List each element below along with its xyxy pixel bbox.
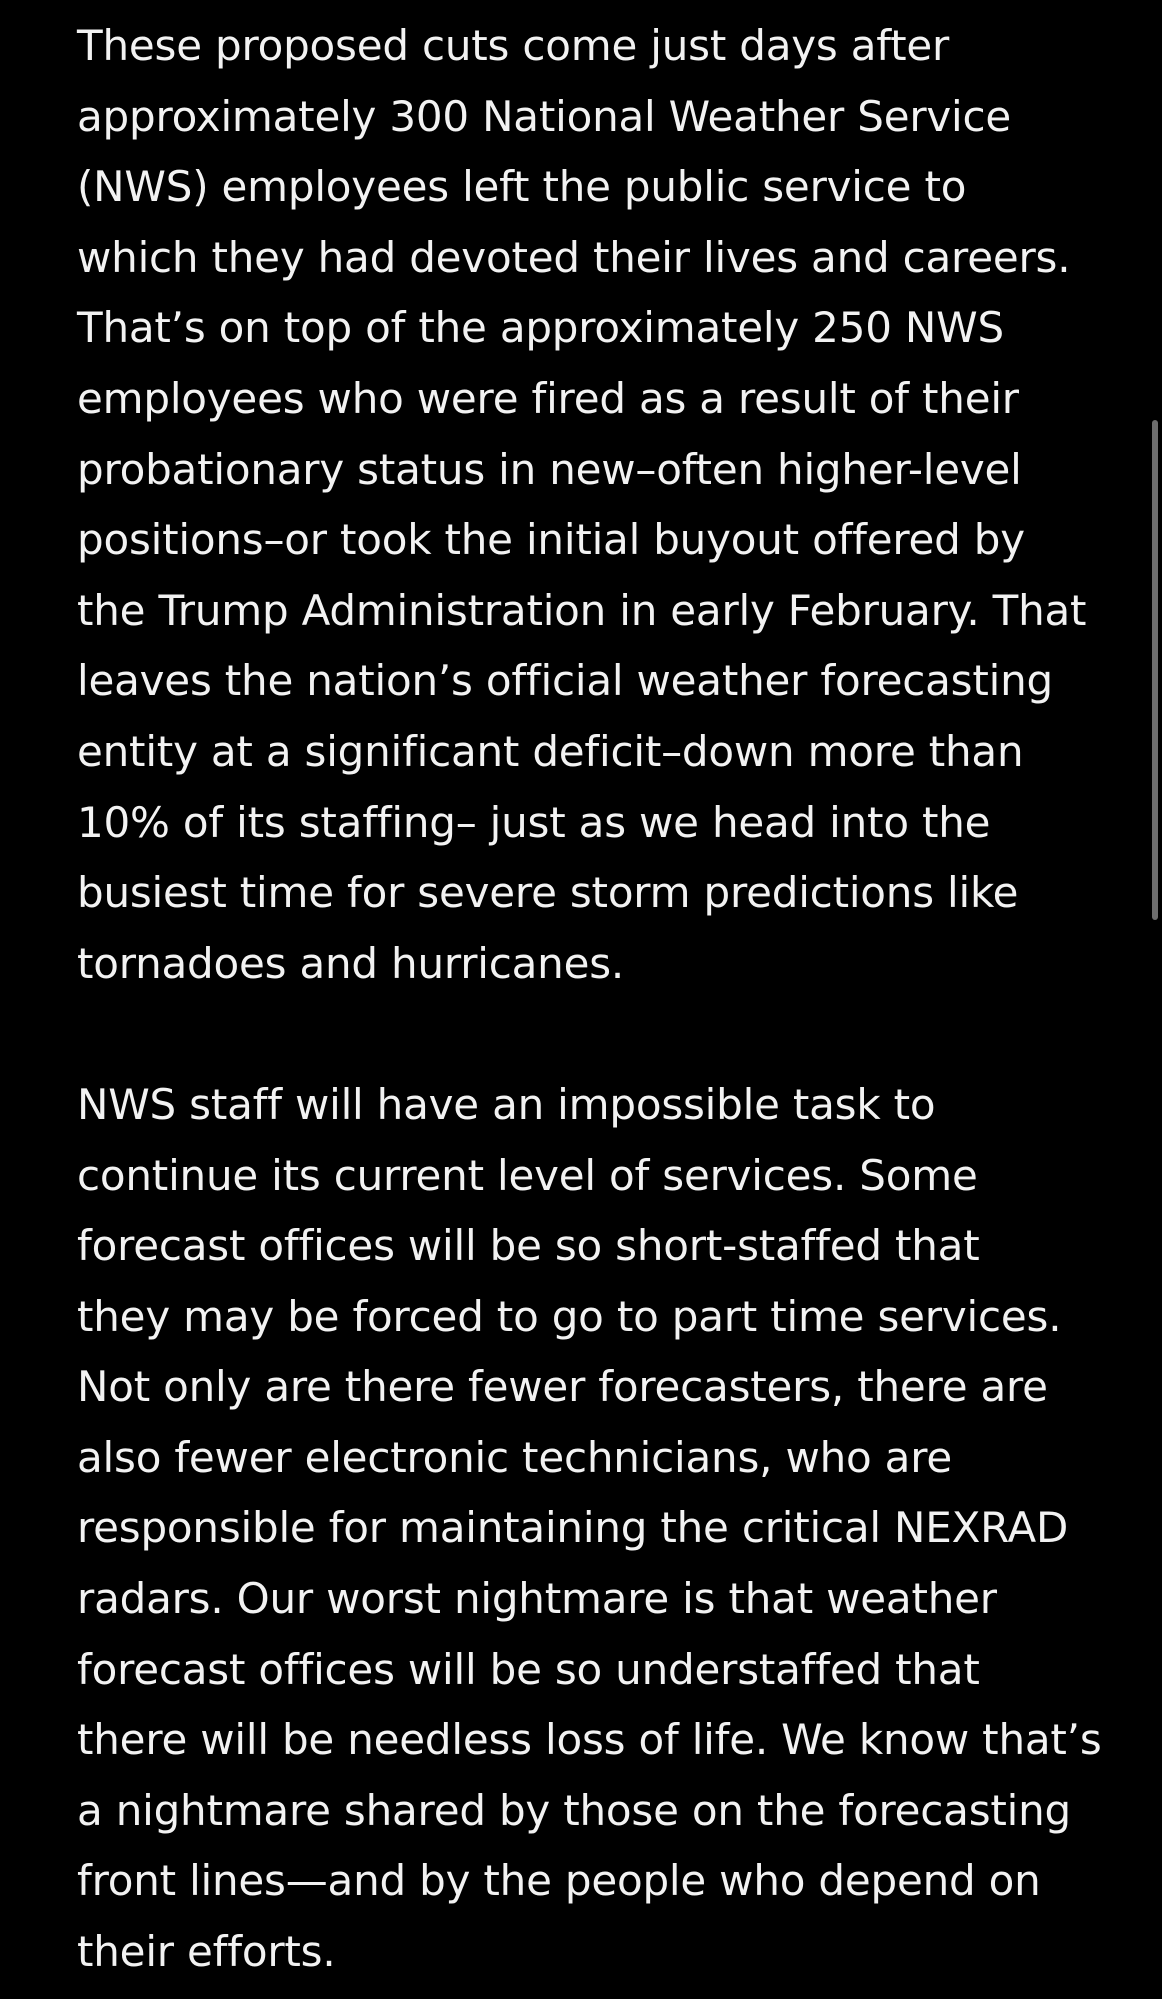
text-line: the Trump Administration in early February. That — [77, 585, 1087, 635]
text-line: leaves the nation’s official weather forecasting — [77, 656, 1053, 706]
text-line: forecast offices will be so understaffed that — [77, 1644, 980, 1694]
text-line: That’s on top of the approximately 250 NWS — [77, 303, 1004, 353]
paragraph-spacer — [77, 999, 1117, 1070]
text-line: tornadoes and hurricanes. — [77, 938, 625, 988]
text-line: also fewer electronic technicians, who are — [77, 1432, 952, 1482]
text-line: which they had devoted their lives and careers. — [77, 232, 1071, 282]
vertical-scrollbar[interactable] — [1148, 0, 1162, 1999]
text-line: there will be needless loss of life. We know that’s — [77, 1715, 1102, 1765]
text-line: These proposed cuts come just days after — [77, 21, 950, 70]
text-line: positions–or took the initial buyout offered by — [77, 515, 1025, 565]
text-line: their efforts. — [77, 1927, 336, 1977]
text-line: busiest time for severe storm predictions like — [77, 868, 1019, 918]
text-line: radars. Our worst nightmare is that weather — [77, 1574, 997, 1624]
text-line: Not only are there fewer forecasters, there are — [77, 1362, 1048, 1412]
text-line: continue its current level of services. Some — [77, 1150, 978, 1200]
paragraph-2 — [77, 1070, 1117, 1988]
text-line: forecast offices will be so short-staffed that — [77, 1221, 980, 1271]
text-line: they may be forced to go to part time services. — [77, 1291, 1062, 1341]
text-line: a nightmare shared by those on the forecasting — [77, 1785, 1072, 1835]
text-line: approximately 300 National Weather Service — [77, 91, 1012, 141]
text-line: probationary status in new–often higher-level — [77, 444, 1022, 494]
paragraph-1 — [77, 11, 1117, 999]
text-line: responsible for maintaining the critical NEXRAD — [77, 1503, 1069, 1553]
text-line: NWS staff will have an impossible task to — [77, 1079, 936, 1129]
text-line: entity at a significant deficit–down more than — [77, 726, 1024, 776]
text-line: front lines—and by the people who depend on — [77, 1856, 1041, 1906]
document-body — [77, 11, 1117, 1988]
scrollbar-thumb[interactable] — [1152, 420, 1158, 920]
text-line: 10% of its staffing– just as we head into the — [77, 797, 991, 847]
text-line: (NWS) employees left the public service to — [77, 162, 967, 212]
text-line: employees who were fired as a result of their — [77, 373, 1019, 423]
